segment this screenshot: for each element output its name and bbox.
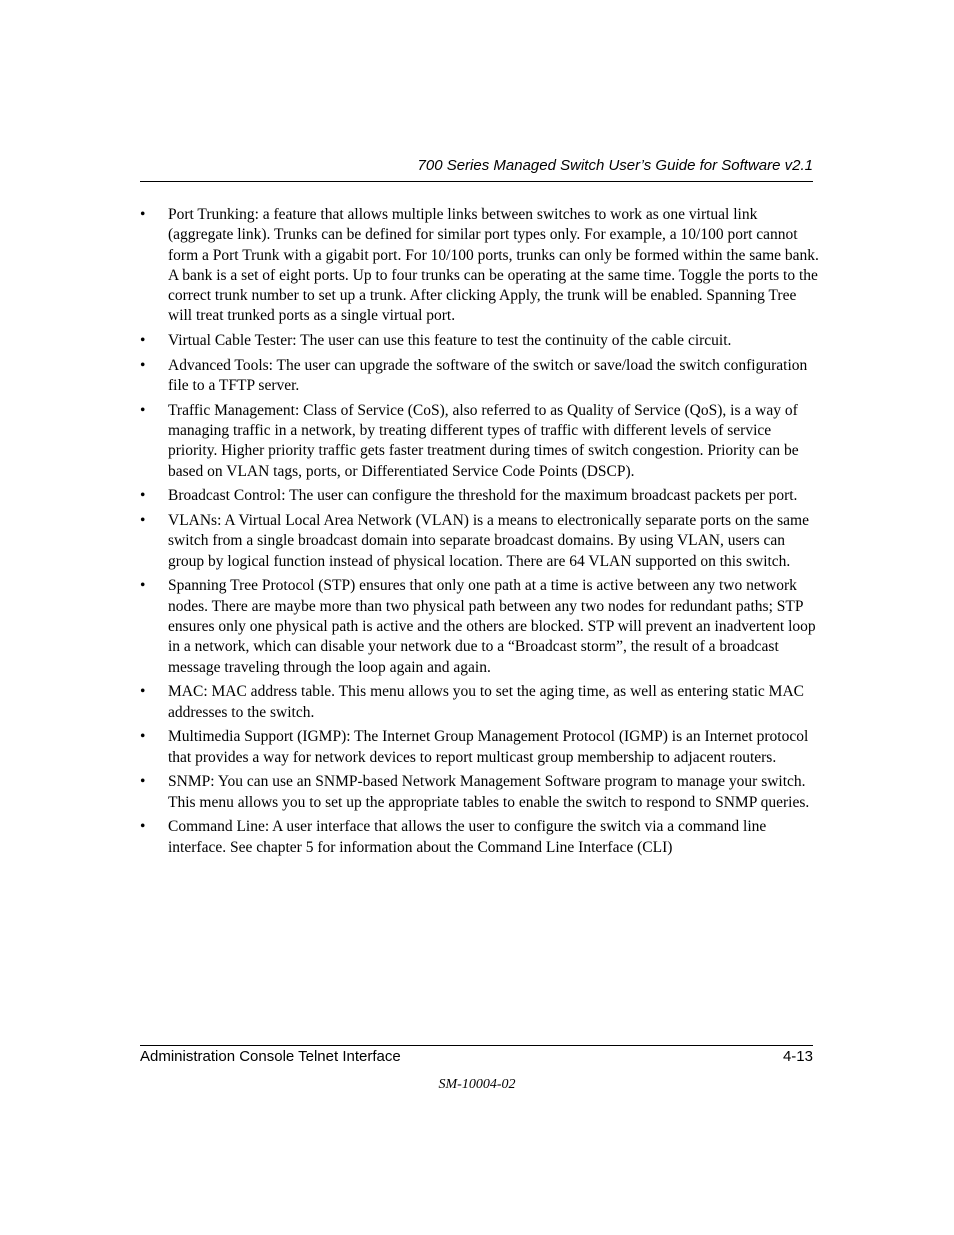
header-rule [140, 181, 813, 182]
footer-rule [140, 1045, 813, 1046]
bullet-icon: • [140, 401, 146, 419]
list-item [140, 331, 820, 351]
list-item-text: Traffic Management: Class of Service (CoS), also referred to as Quality of Service (QoS), is a way of managing traffic in a network, by treating different types of traffic with different levels of service priority. Higher priority traffic gets faster treatment during times of switch congestion. Priority can be based on VLAN tags, ports, or Differentiated Service Code Points (DSCP). [168, 401, 799, 480]
list-item-text: Advanced Tools: The user can upgrade the software of the switch or save/load the switch configuration file to a TFTP server. [168, 356, 808, 395]
bullet-icon: • [140, 332, 146, 350]
feature-bullet-list [140, 205, 820, 862]
list-item [140, 682, 820, 723]
bullet-icon: • [140, 728, 146, 746]
bullet-icon: • [140, 773, 146, 791]
bullet-icon: • [140, 577, 146, 595]
bullet-icon: • [140, 683, 146, 701]
list-item [140, 486, 820, 506]
document-code: SM-10004-02 [438, 1077, 516, 1092]
list-item-text: VLANs: A Virtual Local Area Network (VLAN) is a means to electronically separate ports on the same switch from a single broadcast domain into separate broadcast domains. By using VLAN, users can group by logical function instead of physical location. There are 64 VLAN supported on this switch. [168, 512, 809, 570]
list-item-text: Virtual Cable Tester: The user can use this feature to test the continuity of the cable circuit. [168, 332, 732, 350]
list-item-text: Broadcast Control: The user can configure the threshold for the maximum broadcast packets per port. [168, 487, 798, 505]
list-item [140, 511, 820, 572]
list-item-text: SNMP: You can use an SNMP-based Network Management Software program to manage your switch. This menu allows you to set up the appropriate tables to enable the switch to respond to SNMP queries. [168, 773, 810, 811]
list-item-text: Multimedia Support (IGMP): The Internet Group Management Protocol (IGMP) is an Internet protocol that provides a way for network devices to report multicast group membership to adjacent routers. [168, 728, 809, 766]
footer-section-title: Administration Console Telnet Interface [140, 1048, 401, 1065]
list-item [140, 356, 820, 397]
list-item [140, 727, 820, 768]
bullet-icon: • [140, 818, 146, 836]
list-item-text: Command Line: A user interface that allows the user to configure the switch via a command line interface. See chapter 5 for information about the Command Line Interface (CLI) [168, 818, 767, 856]
bullet-icon: • [140, 356, 146, 374]
footer-page-number: 4-13 [782, 1048, 813, 1065]
list-item [140, 401, 820, 482]
bullet-icon: • [140, 487, 146, 505]
list-item [140, 205, 820, 327]
list-item-text: Spanning Tree Protocol (STP) ensures that only one path at a time is active between any two network nodes. There are maybe more than two physical path between any two nodes for redundant paths; STP ensures only one physical path is active and the others are blocked. STP will prevent an inadvertent loop in a network, which can disable your network due to a “Broadcast storm”, the result of a broadcast message traveling through the loop again and again. [168, 577, 816, 676]
running-header-title: 700 Series Managed Switch User’s Guide for Software v2.1 [417, 157, 813, 174]
list-item [140, 817, 820, 858]
list-item [140, 772, 820, 813]
list-item [140, 576, 820, 677]
list-item-text: MAC: MAC address table. This menu allows you to set the aging time, as well as entering static MAC addresses to the switch. [168, 683, 804, 721]
list-item-text: Port Trunking: a feature that allows multiple links between switches to work as one virtual link (aggregate link). Trunks can be defined for similar port types only. For example, a 10/100 port cannot form a Port Trunk with a gigabit port. For 10/100 ports, trunks can only be formed within the same bank. A bank is a set of eight ports. Up to four trunks can be operating at the same time. Toggle the ports to the correct trunk number to set up a trunk. After clicking Apply, the trunk will be enabled. Spanning Tree will treat trunked ports as a single virtual port. [168, 206, 819, 325]
bullet-icon: • [140, 512, 146, 530]
bullet-icon: • [140, 206, 146, 223]
